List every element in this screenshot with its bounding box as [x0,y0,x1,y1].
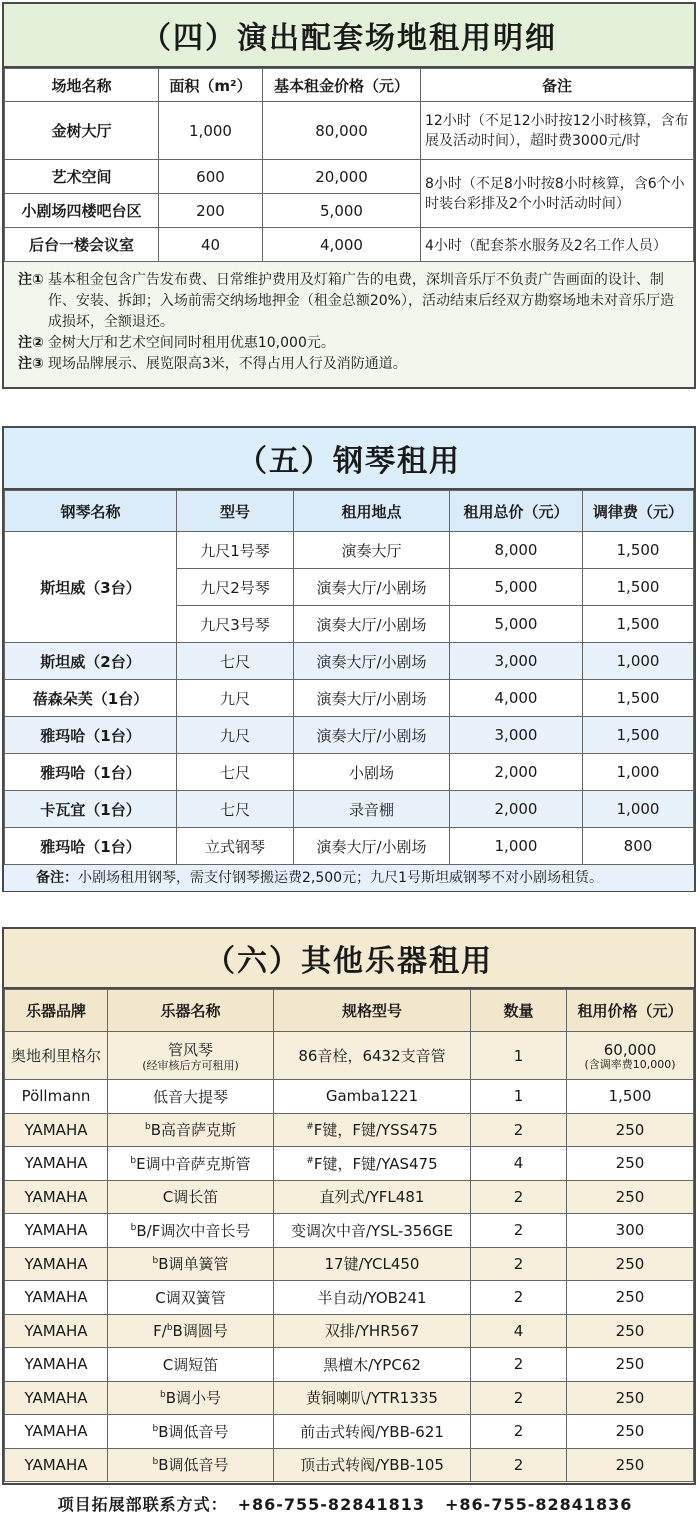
flat-mark: b [152,1457,159,1468]
instrument-spec: 86音栓，6432支音管 [274,1032,471,1080]
piano-tuning: 1,500 [583,717,694,754]
piano-place: 演奏大厅/小剧场 [294,606,450,643]
instrument-spec: F键，F键/YAS475 [313,1154,438,1173]
instrument-name: E调中音萨克斯管 [136,1154,251,1173]
venue-note: 8小时（不足8小时按8小时核算，含6个小时装台彩排及2个小时活动时间） [421,160,694,228]
note-item [18,270,682,333]
instrument-qty: 4 [471,1314,567,1348]
instrument-name-cell [108,1415,274,1449]
instrument-name-cell [108,1113,274,1147]
venue-note: 4小时（配套茶水服务及2名工作人员） [421,228,694,262]
contact-line [0,1492,700,1515]
piano-model: 七尺 [177,643,294,680]
instrument-price: 250 [567,1281,694,1315]
piano-price: 5,000 [450,606,583,643]
note-label: 注① [18,272,44,288]
instrument-price: 60,000 [603,1040,657,1059]
section-title: （六）其他乐器租用 [4,929,694,989]
col-header: 租用价格（元） [567,990,694,1032]
instrument-name: B/F调次中音长号 [136,1221,251,1240]
piano-model: 七尺 [177,754,294,791]
table-row [5,228,694,262]
venue-rental-section [2,2,696,389]
venue-area: 600 [159,160,263,194]
piano-place: 录音棚 [294,791,450,828]
instrument-qty: 2 [471,1247,567,1281]
piano-place: 演奏大厅/小剧场 [294,569,450,606]
note-label: 注② [18,335,44,351]
table-row [5,643,694,680]
instrument-name: 管风琴 [167,1041,213,1059]
table-row [5,1080,694,1114]
instrument-spec: 黄铜喇叭/YTR1335 [274,1381,471,1415]
instrument-name-note: (经审核后方可租用) [142,1059,239,1072]
instrument-name: B高音萨克斯 [150,1121,236,1140]
note-label: 备注： [36,870,78,886]
venue-price: 20,000 [263,160,421,194]
venue-area: 200 [159,194,263,228]
table-row [5,828,694,865]
piano-name: 雅玛哈（1台） [5,754,177,791]
instrument-qty: 2 [471,1113,567,1147]
piano-price: 5,000 [450,569,583,606]
sharp-mark: # [306,1122,314,1133]
notes-block [4,262,694,375]
instrument-qty: 2 [471,1281,567,1315]
flat-mark: b [152,1423,159,1434]
table-row [5,1180,694,1214]
instrument-price: 250 [567,1415,694,1449]
instrument-price: 250 [567,1314,694,1348]
table-row [5,160,694,194]
venue-name: 小剧场四楼吧台区 [5,194,159,228]
venue-table [4,68,694,262]
instrument-name-cell [108,1032,274,1080]
table-row [5,532,694,569]
contact-phone-1[interactable]: +86-755-82841813 [237,1495,425,1514]
instrument-qty: 2 [471,1214,567,1248]
instrument-price: 300 [567,1214,694,1248]
table-header-row [5,990,694,1032]
instrument-price: 250 [567,1113,694,1147]
section-title: （五）钢琴租用 [4,428,694,490]
col-header: 乐器品牌 [5,990,108,1032]
piano-place: 演奏大厅 [294,532,450,569]
table-header-row [5,69,694,102]
contact-phone-2[interactable]: +86-755-82841836 [445,1495,633,1514]
flat-mark: b [159,1390,166,1401]
flat-mark: b [144,1122,151,1133]
instrument-spec-cell [274,1113,471,1147]
piano-table [4,490,694,865]
piano-price: 8,000 [450,532,583,569]
col-header: 面积（m²） [159,69,263,102]
instrument-brand: YAMAHA [5,1314,108,1348]
instrument-name: B调小号 [165,1389,221,1408]
instrument-qty: 2 [471,1180,567,1214]
piano-place: 小剧场 [294,754,450,791]
instrument-brand: YAMAHA [5,1214,108,1248]
piano-place: 演奏大厅/小剧场 [294,680,450,717]
piano-price: 3,000 [450,643,583,680]
note-text: 小剧场租用钢琴，需支付钢琴搬运费2,500元；九尺1号斯坦威钢琴不对小剧场租赁。 [78,870,603,886]
note-item [18,333,682,354]
instrument-brand: YAMAHA [5,1348,108,1382]
venue-name: 后台一楼会议室 [5,228,159,262]
piano-rental-section [2,426,696,892]
table-row [5,680,694,717]
piano-tuning: 1,500 [583,569,694,606]
table-row [5,791,694,828]
instrument-spec: 双排/YHR567 [274,1314,471,1348]
instrument-spec: 前击式转阀/YBB-621 [274,1415,471,1449]
instrument-name: B调低音号 [158,1456,229,1475]
piano-tuning: 1,000 [583,754,694,791]
piano-name: 斯坦威（3台） [5,532,177,643]
instrument-table [4,989,694,1482]
piano-tuning: 1,500 [583,532,694,569]
note-text: 基本租金包含广告发布费、日常维护费用及灯箱广告的电费，深圳音乐厅不负责广告画面的设计、制作、安装、拆卸；入场前需交纳场地押金（租金总额20%），活动结束后经双方勘察场地未对音乐厅造成损坏，全额退还。 [47,272,674,330]
flat-mark: b [130,1222,137,1233]
instrument-name-cell [108,1314,274,1348]
instrument-spec: 直列式/YFL481 [274,1180,471,1214]
table-row [5,717,694,754]
sharp-mark: # [306,1155,314,1166]
instrument-qty: 2 [471,1415,567,1449]
venue-price: 80,000 [263,102,421,160]
venue-price: 4,000 [263,228,421,262]
col-header: 基本租金价格（元） [263,69,421,102]
col-header: 规格型号 [274,990,471,1032]
instrument-price: 250 [567,1147,694,1181]
piano-tuning: 800 [583,828,694,865]
piano-price: 2,000 [450,791,583,828]
piano-model: 九尺1号琴 [177,532,294,569]
piano-place: 演奏大厅/小剧场 [294,643,450,680]
piano-place: 演奏大厅/小剧场 [294,717,450,754]
instrument-brand: YAMAHA [5,1448,108,1482]
instrument-price: 250 [567,1247,694,1281]
piano-price: 2,000 [450,754,583,791]
instrument-price: 250 [567,1180,694,1214]
table-row [5,102,694,160]
table-row [5,1032,694,1080]
piano-model: 九尺3号琴 [177,606,294,643]
table-row [5,1314,694,1348]
table-row [5,1214,694,1248]
instrument-name: C调短笛 [108,1348,274,1382]
table-row [5,1113,694,1147]
piano-tuning: 1,500 [583,680,694,717]
instrument-price-cell [567,1032,694,1080]
instrument-spec: F键，F键/YSS475 [313,1121,438,1140]
venue-area: 1,000 [159,102,263,160]
col-header: 调律费（元） [583,491,694,532]
instrument-qty: 1 [471,1080,567,1114]
contact-label: 项目拓展部联系方式： [57,1495,228,1514]
col-header: 租用地点 [294,491,450,532]
instrument-qty: 2 [471,1448,567,1482]
instrument-spec-cell [274,1147,471,1181]
table-row [5,1381,694,1415]
instrument-spec: 17键/YCL450 [274,1247,471,1281]
instrument-spec: 顶击式转阀/YBB-105 [274,1448,471,1482]
piano-price: 3,000 [450,717,583,754]
instrument-brand: YAMAHA [5,1180,108,1214]
instrument-name-prefix: F/ [153,1322,167,1341]
instrument-price-note: (含调率费10,000) [584,1057,676,1071]
piano-name: 雅玛哈（1台） [5,717,177,754]
col-header: 数量 [471,990,567,1032]
note-item [18,354,682,375]
instrument-price: 250 [567,1381,694,1415]
piano-place: 演奏大厅/小剧场 [294,828,450,865]
flat-mark: b [152,1256,159,1267]
instrument-name-cell [108,1214,274,1248]
section-title: （四）演出配套场地租用明细 [4,4,694,68]
instrument-qty: 1 [471,1032,567,1080]
instrument-qty: 2 [471,1348,567,1382]
piano-tuning: 1,000 [583,791,694,828]
col-header: 型号 [177,491,294,532]
table-row [5,1247,694,1281]
instrument-spec: 半自动/YOB241 [274,1281,471,1315]
instrument-rental-section [2,927,696,1485]
instrument-brand: YAMAHA [5,1281,108,1315]
piano-model: 九尺 [177,717,294,754]
instrument-name: 低音大提琴 [108,1080,274,1114]
piano-note [4,865,694,891]
piano-model: 七尺 [177,791,294,828]
flat-mark: b [130,1155,137,1166]
table-row [5,1448,694,1482]
instrument-qty: 2 [471,1381,567,1415]
piano-name: 斯坦威（2台） [5,643,177,680]
table-row [5,1147,694,1181]
instrument-name-cell [108,1381,274,1415]
col-header: 钢琴名称 [5,491,177,532]
col-header: 场地名称 [5,69,159,102]
instrument-brand: YAMAHA [5,1147,108,1181]
instrument-brand: YAMAHA [5,1415,108,1449]
instrument-brand: YAMAHA [5,1247,108,1281]
venue-note: 12小时（不足12小时按12小时核算，含布展及活动时间），超时费3000元/时 [421,102,694,160]
note-label: 注③ [18,356,44,372]
instrument-name: B调单簧管 [158,1255,229,1274]
instrument-price: 250 [567,1348,694,1382]
note-text: 金树大厅和艺术空间同时租用优惠10,000元。 [47,335,335,351]
instrument-brand: Pöllmann [5,1080,108,1114]
table-header-row [5,491,694,532]
venue-price: 5,000 [263,194,421,228]
venue-name: 艺术空间 [5,160,159,194]
piano-model: 立式钢琴 [177,828,294,865]
instrument-name-cell [108,1147,274,1181]
instrument-brand: YAMAHA [5,1381,108,1415]
piano-price: 4,000 [450,680,583,717]
col-header: 乐器名称 [108,990,274,1032]
instrument-brand: YAMAHA [5,1113,108,1147]
piano-name: 卡瓦宜（1台） [5,791,177,828]
instrument-price: 250 [567,1448,694,1482]
piano-name: 雅玛哈（1台） [5,828,177,865]
piano-tuning: 1,500 [583,606,694,643]
table-row [5,1281,694,1315]
col-header: 备注 [421,69,694,102]
piano-price: 1,000 [450,828,583,865]
table-row [5,754,694,791]
instrument-spec: 变调次中音/YSL-356GE [274,1214,471,1248]
flat-mark: b [166,1323,173,1334]
piano-tuning: 1,000 [583,643,694,680]
venue-area: 40 [159,228,263,262]
piano-name: 蓓森朵芙（1台） [5,680,177,717]
instrument-name: C调长笛 [108,1180,274,1214]
piano-model: 九尺 [177,680,294,717]
instrument-name-cell [108,1247,274,1281]
instrument-spec: Gamba1221 [274,1080,471,1114]
col-header: 租用总价（元） [450,491,583,532]
instrument-qty: 4 [471,1147,567,1181]
note-text: 现场品牌展示、展览限高3米，不得占用人行及消防通道。 [47,356,407,372]
instrument-name: C调双簧管 [108,1281,274,1315]
table-row [5,1415,694,1449]
table-row [5,1348,694,1382]
venue-name: 金树大厅 [5,102,159,160]
piano-model: 九尺2号琴 [177,569,294,606]
instrument-spec: 黑檀木/YPC62 [274,1348,471,1382]
instrument-name: B调低音号 [158,1422,229,1441]
instrument-price: 1,500 [567,1080,694,1114]
instrument-brand: 奥地利里格尔 [5,1032,108,1080]
instrument-name-cell [108,1448,274,1482]
instrument-name: B调圆号 [172,1322,228,1341]
